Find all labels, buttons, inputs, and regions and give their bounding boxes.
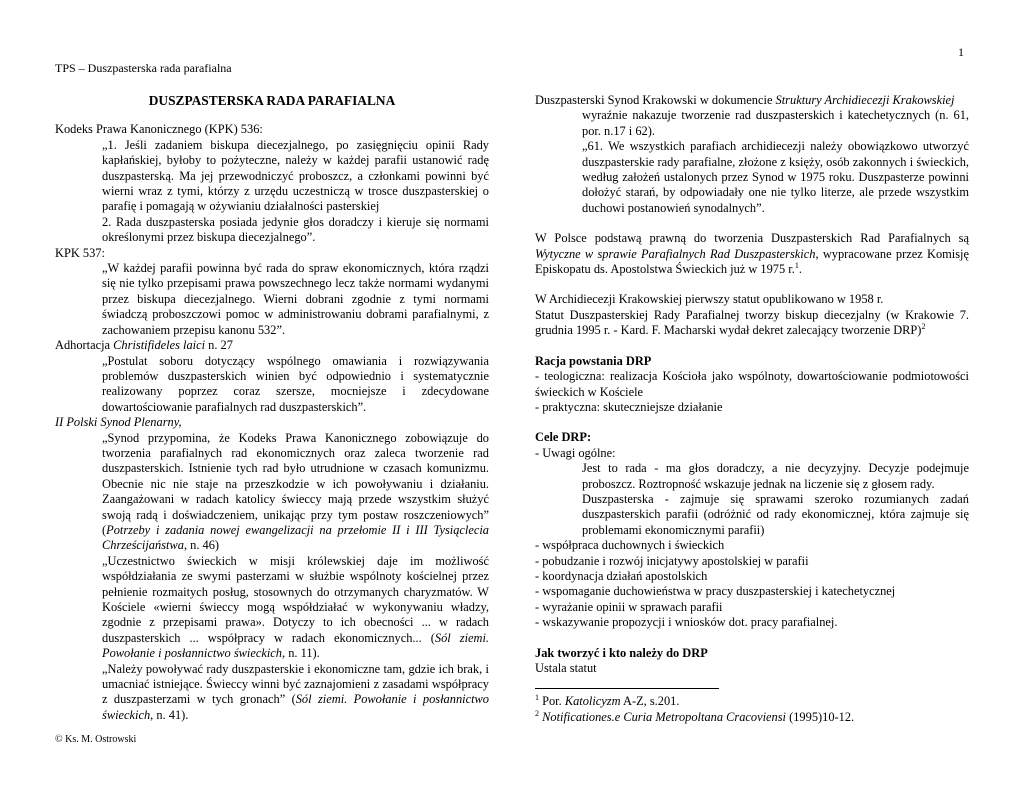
list-item: - wskazywanie propozycji i wniosków dot. pracy parafialnej. (535, 615, 838, 630)
document-title: DUSZPASTERSKA RADA PARAFIALNA (148, 93, 396, 108)
racja-heading: Racja powstania DRP (535, 353, 652, 368)
kpk536-paragraph-1: „1. Jeśli zadaniem biskupa diecezjalnego, po zasięgnięciu opinii Rady kapłańskiej, byłoby to pożyteczne, należy w każdej parafii ustanowić radę duszpasterską. Ma jej przewodniczyć proboszcz, a członkami powinni być wierni wraz z tymi, którzy z urzędu uczestniczą w trosce duszpasterskiej o parafię i pomagają w ożywianiu działalności pasterskiej (102, 137, 489, 214)
page-number: 1 (958, 45, 964, 59)
kpk537-label: KPK 537: (55, 245, 105, 260)
krakow-statute-1: W Archidiecezji Krakowskiej pierwszy statut opublikowano w 1958 r. (535, 292, 884, 307)
footnote-1: $^1$ Por. Katolicyzm A-Z, s.201. (535, 693, 680, 709)
list-item: - koordynacja działań apostolskich (535, 568, 708, 583)
racja-list (535, 369, 969, 415)
footnote-2: $^2$ Notificationes.e Curia Metropoltana Cracoviensi (1995)10-12. (535, 708, 855, 724)
running-header: TPS – Duszpasterska rada parafialna (55, 61, 232, 75)
list-item: - teologiczna: realizacja Kościoła jako wspólnoty, dowartościowanie podmiotowości świeckich w Kościele (535, 369, 969, 399)
copyright-footer: © Ks. M. Ostrowski (55, 734, 137, 745)
footnote-ref-1[interactable]: 1 (794, 260, 799, 270)
footnote-separator (535, 688, 719, 689)
krakow-statute-2: Statut Duszpasterskiej Rady Parafialnej tworzy biskup diecezjalny (w Krakowie 7. grudnia 1995 r. - Kard. F. Macharski wydał dekret zalecający tworzenie DRP)$^2$ (535, 307, 969, 338)
list-item: - wyrażanie opinii w sprawach parafii (535, 599, 723, 614)
list-item: - współpraca duchownych i świeckich (535, 538, 725, 553)
adhortation-text: „Postulat soboru dotyczący wspólnego omawiania i rozwiązywania problemów duszpasterskich winien być odpowiednio i systematycznie realizowany poprzez coraz szersze, mocniejsze i zdecydowane dowartościowanie parafialnych rad duszpasterskich”. (102, 353, 489, 414)
synod-quote-2: „Uczestnictwo świeckich w misji królewskiej daje im możliwość współdziałania ze swymi pasterzami w służbie wspólnoty kościelnej przez pełnienie rozmaitych posług, stosownych do otrzymanych charyzmatów. W Kościele «wierni świeccy mogą współdziałać w wykonywaniu władzy, zgodnie z przepisami prawa». Dotyczy to ich obecności ... w radach duszpasterskich ... współpracy w radach ekonomicznych... (Sól ziemi. Powołanie i posłannictwo świeckich, n. 11). (102, 553, 490, 661)
kpk536-label: Kodeks Prawa Kanonicznego (KPK) 536: (55, 122, 263, 137)
right-column (535, 93, 969, 725)
footnote-ref-2[interactable]: 2 (921, 322, 926, 332)
list-item: - pobudzanie i rozwój inicjatywy apostolskiej w parafii (535, 553, 809, 568)
cele-heading: Cele DRP: (535, 430, 592, 445)
uwagi-label: - Uwagi ogólne: (535, 445, 616, 460)
list-item: - praktyczna: skuteczniejsze działanie (535, 399, 723, 414)
adhortation-label: Adhortacja Christifideles laici n. 27 (55, 338, 233, 353)
krakow-synod-intro: Duszpasterski Synod Krakowski w dokumencie Struktury Archidiecezji Krakowskiej (535, 93, 955, 107)
left-column (55, 93, 489, 723)
jak-heading: Jak tworzyć i kto należy do DRP (535, 645, 708, 660)
synod-quote-1: „Synod przypomina, że Kodeks Prawa Kanonicznego zobowiązuje do tworzenia parafialnych rad ekonomicznych oraz zaleca tworzenie rad duszpasterskich. Istnienie tych rad było utrudnione w czasach komunizmu. Obecnie nic nie staje na przeszkodzie w ich powoływaniu i działaniu. Zaangażowani w radach katolicy świeccy mają przede wszystkim służyć swoją radą i doświadczeniem, unikając przy tym postaw roszczeniowych” (Potrzeby i zadania nowej ewangelizacji na przełomie II i III Tysiąclecia Chrześcijaństwa, n. 46) (102, 430, 489, 553)
uwagi-paragraph-2: Duszpasterska - zajmuje się sprawami szeroko rozumianych zadań duszpasterskich parafii (odróżnić od rady ekonomicznej, która zajmuje się problemami ekonomicznymi parafii) (582, 491, 969, 537)
poland-legal-basis: W Polsce podstawą prawną do tworzenia Duszpasterskich Rad Parafialnych są Wytyczne w sprawie Parafialnych Rad Duszpasterskich, wypracowane przez Komisję Episkopatu ds. Apostolstwa Świeckich już w 1975 r.$^1$. (535, 231, 969, 277)
uwagi-paragraph-1: Jest to rada - ma głos doradczy, a nie decyzyjny. Decyzje podejmuje proboszcz. Roztropność wskazuje jednak na liczenie się z głosem rady. (582, 461, 969, 491)
krakow-synod-quote-2: „61. We wszystkich parafiach archidiecezji należy obowiązkowo utworzyć duszpasterskie rady parafialne, złożone z księży, osób zakonnych i świeckich, według założeń ustalonych przez Synod w 1975 roku. Duszpasterze powinni dołożyć starań, by odpowiadały one nie tylko literze, ale przede wszystkim duchowi postanowień synodalnych”. (582, 139, 969, 215)
cele-list (535, 538, 969, 630)
krakow-synod-quote-1: wyraźnie nakazuje tworzenie rad duszpasterskich i katechetycznych (n. 61, por. n.17 i 62). (582, 108, 969, 138)
synod-quote-3: „Należy powoływać rady duszpasterskie i ekonomiczne tam, gdzie ich brak, i umacniać istniejące. Świeccy winni być zaznajomieni z zasadami współpracy z duszpasterzami w tych gronach” (Sól ziemi. Powołanie i posłannictwo świeckich, n. 41). (102, 661, 489, 722)
list-item: - wspomaganie duchowieństwa w pracy duszpasterskiej i katechetycznej (535, 584, 896, 599)
kpk537-text: „W każdej parafii powinna być rada do spraw ekonomicznych, która rządzi się nie tylko przepisami prawa powszechnego lecz także normami wydanymi przez biskupa diecezjalnego. Wierni dobrani zgodnie z tymi normami świadczą proboszczowi pomoc w administrowaniu dobrami parafialnymi, z zachowaniem przepisu kanonu 532”. (102, 261, 489, 337)
jak-text: Ustala statut (535, 661, 597, 675)
kpk536-paragraph-2: 2. Rada duszpasterska posiada jedynie głos doradczy i kieruje się normami określonymi przez biskupa diecezjalnego”. (102, 214, 489, 245)
synod-label: II Polski Synod Plenarny, (55, 415, 182, 430)
